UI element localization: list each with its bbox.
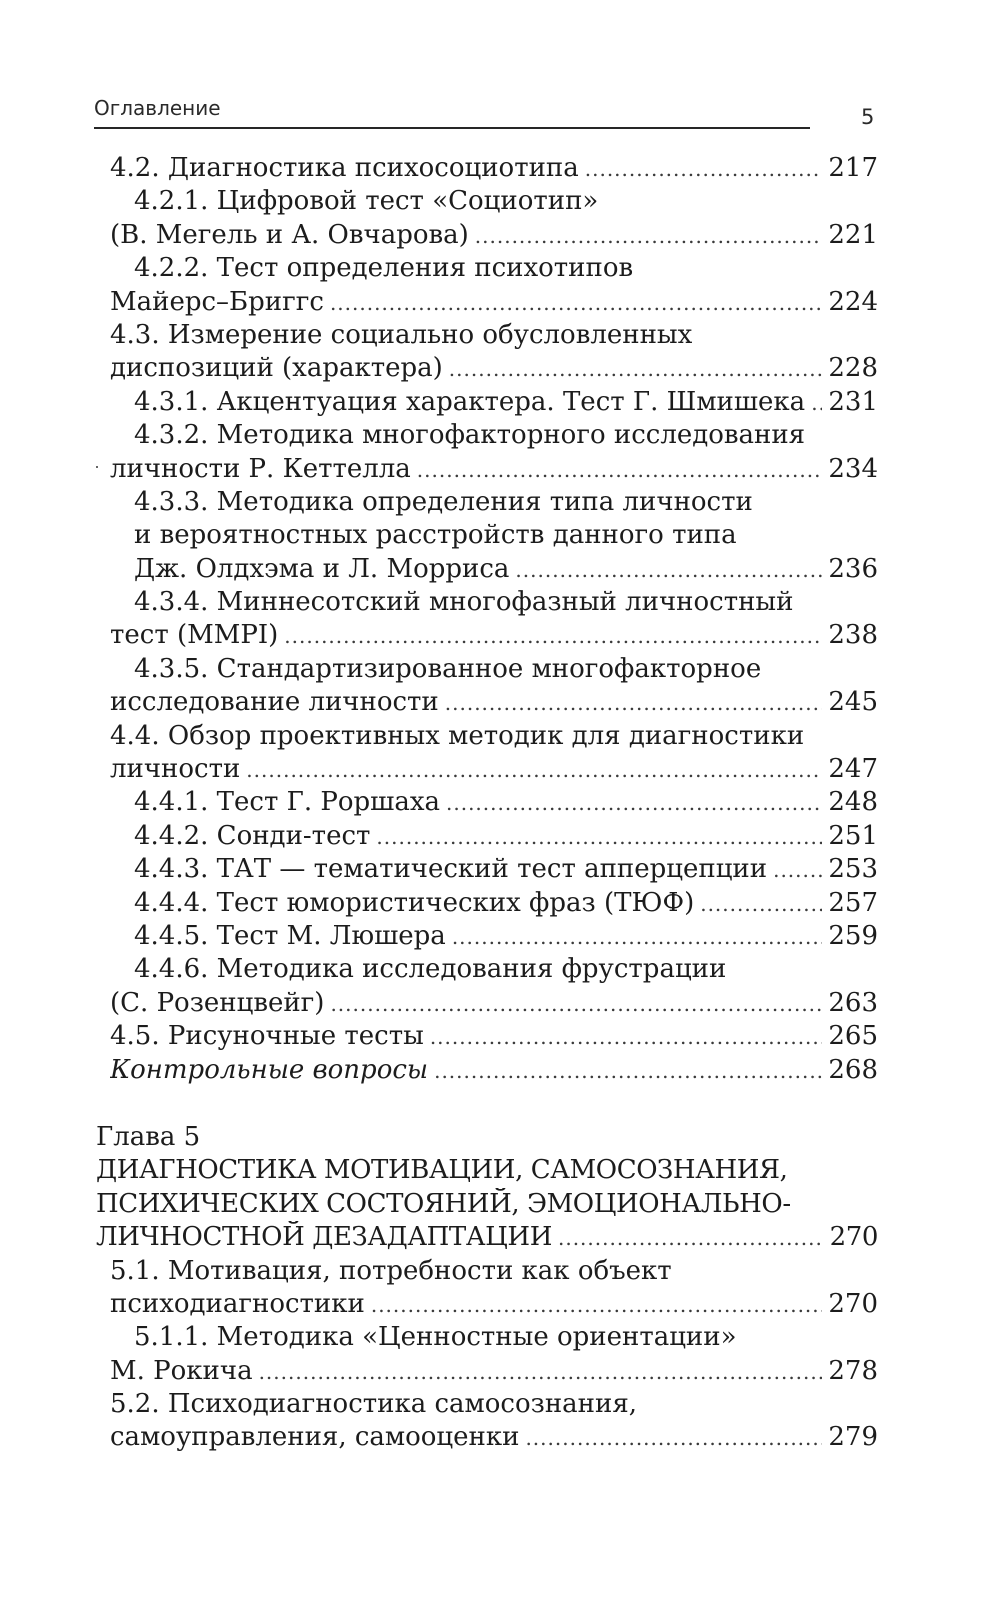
toc-entry-4-3-1[interactable] (134, 386, 878, 419)
toc-entry-4-4-3[interactable] (134, 853, 878, 886)
toc-entry-page: 251 (828, 820, 878, 851)
toc-entry-4-2-2[interactable] (110, 252, 878, 319)
toc-entry-text: диспозиций (характера) (110, 353, 443, 384)
toc-entry-text: 4.2.2. Тест определения психотипов (134, 253, 634, 284)
toc-entry-text: Контрольные вопросы (110, 1054, 429, 1085)
toc-entry-page: 236 (828, 553, 878, 584)
toc-entry-text: 4.4.5. Тест М. Люшера (134, 920, 446, 951)
leader-dots (376, 821, 822, 853)
toc-entry-page: 270 (828, 1288, 878, 1319)
toc-entry-page: 279 (828, 1422, 878, 1453)
leader-dots (449, 353, 823, 385)
table-of-contents (0, 152, 1000, 1455)
leader-dots (525, 1422, 822, 1454)
toc-entry-text: 5.1. Мотивация, потребности как объект (110, 1255, 672, 1286)
leader-dots (515, 554, 822, 586)
leader-dots (445, 687, 823, 719)
toc-entry-text: 4.4.6. Методика исследования фрустрации (134, 954, 727, 985)
toc-entry-text: 4.4.1. Тест Г. Роршаха (134, 787, 440, 818)
toc-entry-4-5[interactable] (110, 1020, 878, 1053)
leader-dots (446, 787, 822, 819)
toc-entry-4-3[interactable] (110, 319, 878, 386)
toc-entry-page: 234 (828, 453, 878, 484)
toc-entry-control-questions[interactable] (110, 1054, 878, 1087)
leader-dots (811, 387, 822, 419)
toc-entry-text: 4.3. Измерение социально обусловленных (110, 319, 693, 350)
toc-entry-text: 4.5. Рисуночные тесты (110, 1021, 424, 1052)
leader-dots (773, 854, 822, 886)
toc-entry-text: самоуправления, самооценки (110, 1422, 520, 1453)
leader-dots (284, 620, 822, 652)
leader-dots (430, 1021, 823, 1053)
leader-dots (330, 988, 822, 1020)
toc-entry-text: Дж. Олдхэма и Л. Морриса (134, 553, 510, 584)
leader-dots (246, 754, 822, 786)
toc-entry-page: 217 (828, 153, 878, 183)
toc-entry-text: 4.3.3. Методика определения типа личности (134, 486, 753, 517)
leader-dots (452, 921, 823, 953)
toc-entry-text: (В. Мегель и А. Овчарова) (110, 219, 469, 250)
toc-entry-4-3-2[interactable] (110, 419, 878, 486)
header-divider (94, 127, 810, 129)
toc-entry-text: 5.2. Психодиагностика самосознания, (110, 1389, 637, 1420)
toc-entry-text: 4.3.1. Акцентуация характера. Тест Г. Шмишека (134, 386, 806, 417)
toc-entry-page: 259 (828, 920, 878, 951)
toc-entry-4-4-5[interactable] (134, 920, 878, 953)
toc-entry-text: 4.4. Обзор проективных методик для диагностики (110, 720, 805, 751)
toc-entry-text: личности (110, 754, 241, 785)
leader-dots (434, 1055, 822, 1087)
toc-entry-page: 270 (829, 1222, 878, 1253)
toc-entry-page: 265 (828, 1021, 878, 1052)
toc-entry-page: 278 (828, 1355, 878, 1386)
toc-entry-page: 263 (828, 987, 878, 1018)
toc-entry-page: 268 (828, 1054, 878, 1085)
toc-entry-text: и вероятностных расстройств данного типа (134, 520, 737, 551)
toc-entry-page: 245 (828, 687, 878, 718)
toc-entry-4-4[interactable] (110, 720, 878, 787)
leader-dots (371, 1289, 823, 1321)
chapter-title-line: ЛИЧНОСТНОЙ ДЕЗАДАПТАЦИИ (96, 1222, 552, 1253)
toc-entry-text: исследование личности (110, 687, 439, 718)
page-number: 5 (861, 105, 875, 129)
toc-entry-page: 238 (828, 620, 878, 651)
toc-entry-page: 247 (828, 754, 878, 785)
toc-entry-page: 221 (828, 219, 878, 250)
leader-dots (259, 1356, 823, 1388)
toc-entry-page: 248 (828, 787, 878, 818)
toc-entry-page: 228 (828, 353, 878, 384)
leader-dots (330, 287, 822, 319)
leader-dots (475, 220, 823, 252)
toc-entry-text: 5.1.1. Методика «Ценностные ориентации» (134, 1322, 737, 1353)
toc-entry-text: (С. Розенцвейг) (110, 987, 325, 1018)
leader-dots (585, 153, 823, 185)
toc-entry-text: 4.4.4. Тест юмористических фраз (ТЮФ) (134, 887, 695, 918)
toc-entry-page: 257 (828, 887, 878, 918)
toc-entry-4-4-1[interactable] (134, 786, 878, 819)
toc-entry-5-1[interactable] (110, 1255, 878, 1322)
toc-entry-text: 4.3.5. Стандартизированное многофакторное (134, 653, 762, 684)
toc-entry-5-1-1[interactable] (110, 1321, 878, 1388)
toc-entry-page: 253 (828, 854, 878, 885)
chapter-label: Глава 5 (96, 1121, 201, 1152)
toc-entry-4-4-6[interactable] (110, 953, 878, 1020)
toc-entry-text: Майерс–Бриггс (110, 286, 324, 317)
toc-entry-text: М. Рокича (110, 1355, 253, 1386)
toc-entry-4-3-5[interactable] (110, 653, 878, 720)
toc-entry-text: 4.2. Диагностика психосоциотипа (110, 153, 579, 183)
toc-entry-text: 4.4.3. ТАТ — тематический тест апперцепции (134, 854, 768, 885)
toc-entry-text: 4.2.1. Цифровой тест «Социотип» (134, 186, 599, 217)
chapter-title-line: ДИАГНОСТИКА МОТИВАЦИИ, САМОСОЗНАНИЯ, (96, 1155, 788, 1186)
toc-entry-4-2-1[interactable] (110, 185, 878, 252)
toc-entry-chapter-5[interactable] (96, 1154, 878, 1254)
toc-entry-text: личности Р. Кеттелла (110, 453, 411, 484)
toc-entry-text: 4.3.2. Методика многофакторного исследования (134, 420, 806, 451)
toc-entry-4-3-4[interactable] (110, 586, 878, 653)
toc-entry-5-2[interactable] (110, 1388, 878, 1455)
toc-entry-page: 224 (828, 286, 878, 317)
toc-entry-4-3-3[interactable] (134, 486, 878, 586)
leader-dots (558, 1222, 824, 1254)
toc-entry-page: 231 (828, 386, 878, 417)
toc-entry-4-4-2[interactable] (134, 820, 878, 853)
toc-entry-4-2[interactable] (110, 152, 878, 185)
toc-entry-text: 4.4.2. Сонди-тест (134, 820, 371, 851)
leader-dots (700, 888, 822, 920)
toc-entry-text: психодиагностики (110, 1288, 365, 1319)
chapter-title-line: ПСИХИЧЕСКИХ СОСТОЯНИЙ, ЭМОЦИОНАЛЬНО- (96, 1188, 791, 1219)
toc-entry-text: 4.3.4. Миннесотский многофазный личностный (134, 587, 794, 618)
toc-entry-text: тест (MMPI) (110, 620, 279, 651)
leader-dots (417, 454, 823, 486)
toc-entry-4-4-4[interactable] (134, 887, 878, 920)
running-header-title: Оглавление (94, 96, 221, 120)
